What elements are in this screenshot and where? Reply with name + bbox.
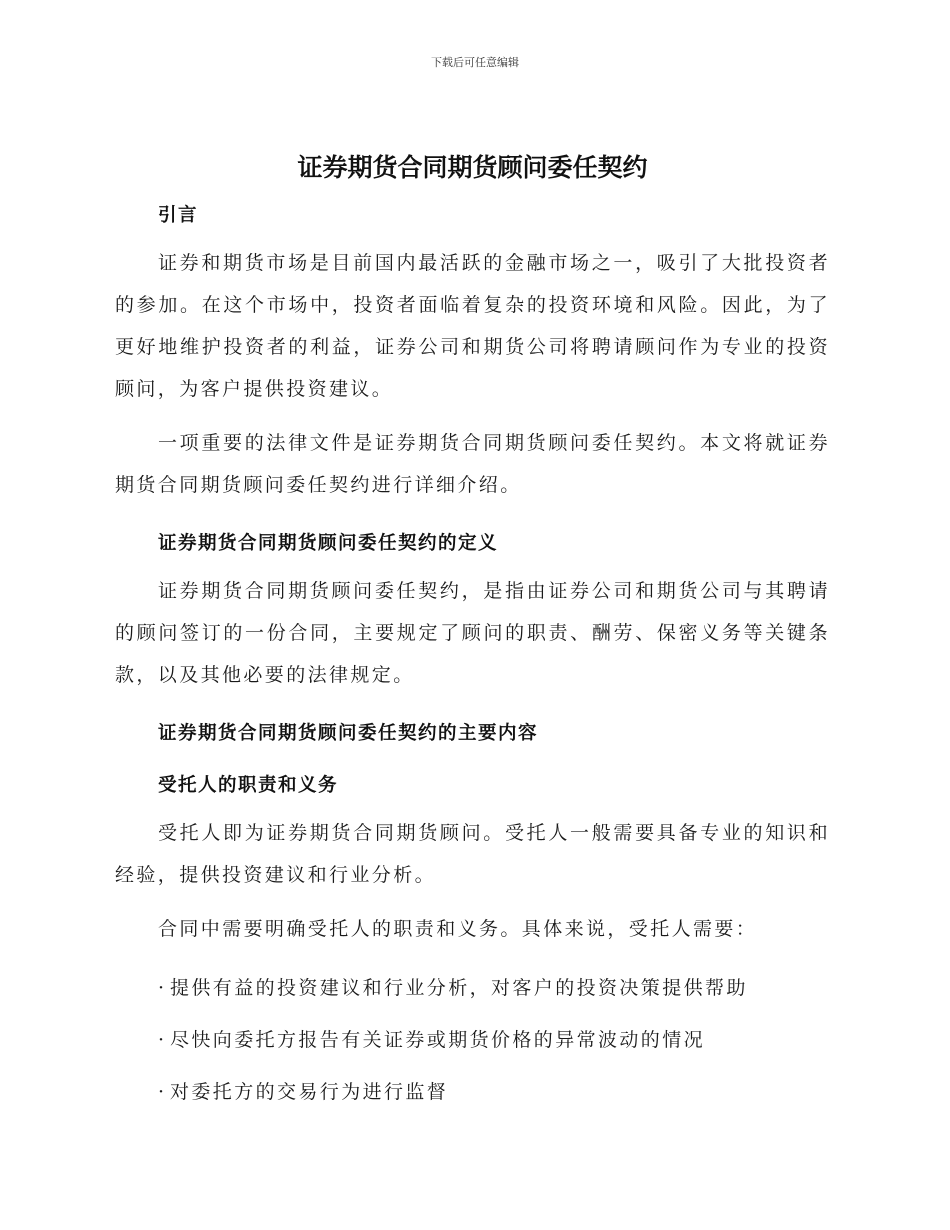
bullet-icon: · xyxy=(158,1081,167,1103)
paragraph-definition: 证券期货合同期货顾问委任契约，是指由证券公司和期货公司与其聘请的顾问签订的一份合同，主要规定了顾问的职责、酬劳、保密义务等关键条款，以及其他必要的法律规定。 xyxy=(115,580,830,686)
bullet-icon: · xyxy=(158,1029,167,1051)
heading-main-content: 证券期货合同期货顾问委任契约的主要内容 xyxy=(158,723,539,744)
heading-definition: 证券期货合同期货顾问委任契约的定义 xyxy=(158,533,499,554)
heading-duties: 受托人的职责和义务 xyxy=(158,775,339,796)
page-header-note: 下载后可任意编辑 xyxy=(431,56,519,69)
list-item-bullet-1 xyxy=(115,974,830,1002)
paragraph-duties-1: 受托人即为证券期货合同期货顾问。受托人一般需要具备专业的知识和经验，提供投资建议和行业分析。 xyxy=(115,822,830,886)
heading-intro: 引言 xyxy=(158,205,199,226)
paragraph-intro-2: 一项重要的法律文件是证券期货合同期货顾问委任契约。本文将就证券期货合同期货顾问委任契约进行详细介绍。 xyxy=(115,432,830,496)
bullet-icon: · xyxy=(158,977,167,999)
paragraph-intro-1: 证券和期货市场是目前国内最活跃的金融市场之一，吸引了大批投资者的参加。在这个市场中，投资者面临着复杂的投资环境和风险。因此，为了更好地维护投资者的利益，证券公司和期货公司将聘请顾问作为专业的投资顾问，为客户提供投资建议。 xyxy=(115,252,830,400)
list-item-bullet-3 xyxy=(115,1078,830,1106)
bullet-text: 对委托方的交易行为进行监督 xyxy=(170,1081,449,1103)
list-item-bullet-2 xyxy=(115,1026,830,1054)
bullet-text: 尽快向委托方报告有关证券或期货价格的异常波动的情况 xyxy=(170,1029,706,1051)
document-title: 证券期货合同期货顾问委任契约 xyxy=(297,153,648,182)
paragraph-duties-2: 合同中需要明确受托人的职责和义务。具体来说，受托人需要： xyxy=(158,918,758,940)
document-body xyxy=(115,148,830,1106)
bullet-text: 提供有益的投资建议和行业分析，对客户的投资决策提供帮助 xyxy=(170,977,748,999)
